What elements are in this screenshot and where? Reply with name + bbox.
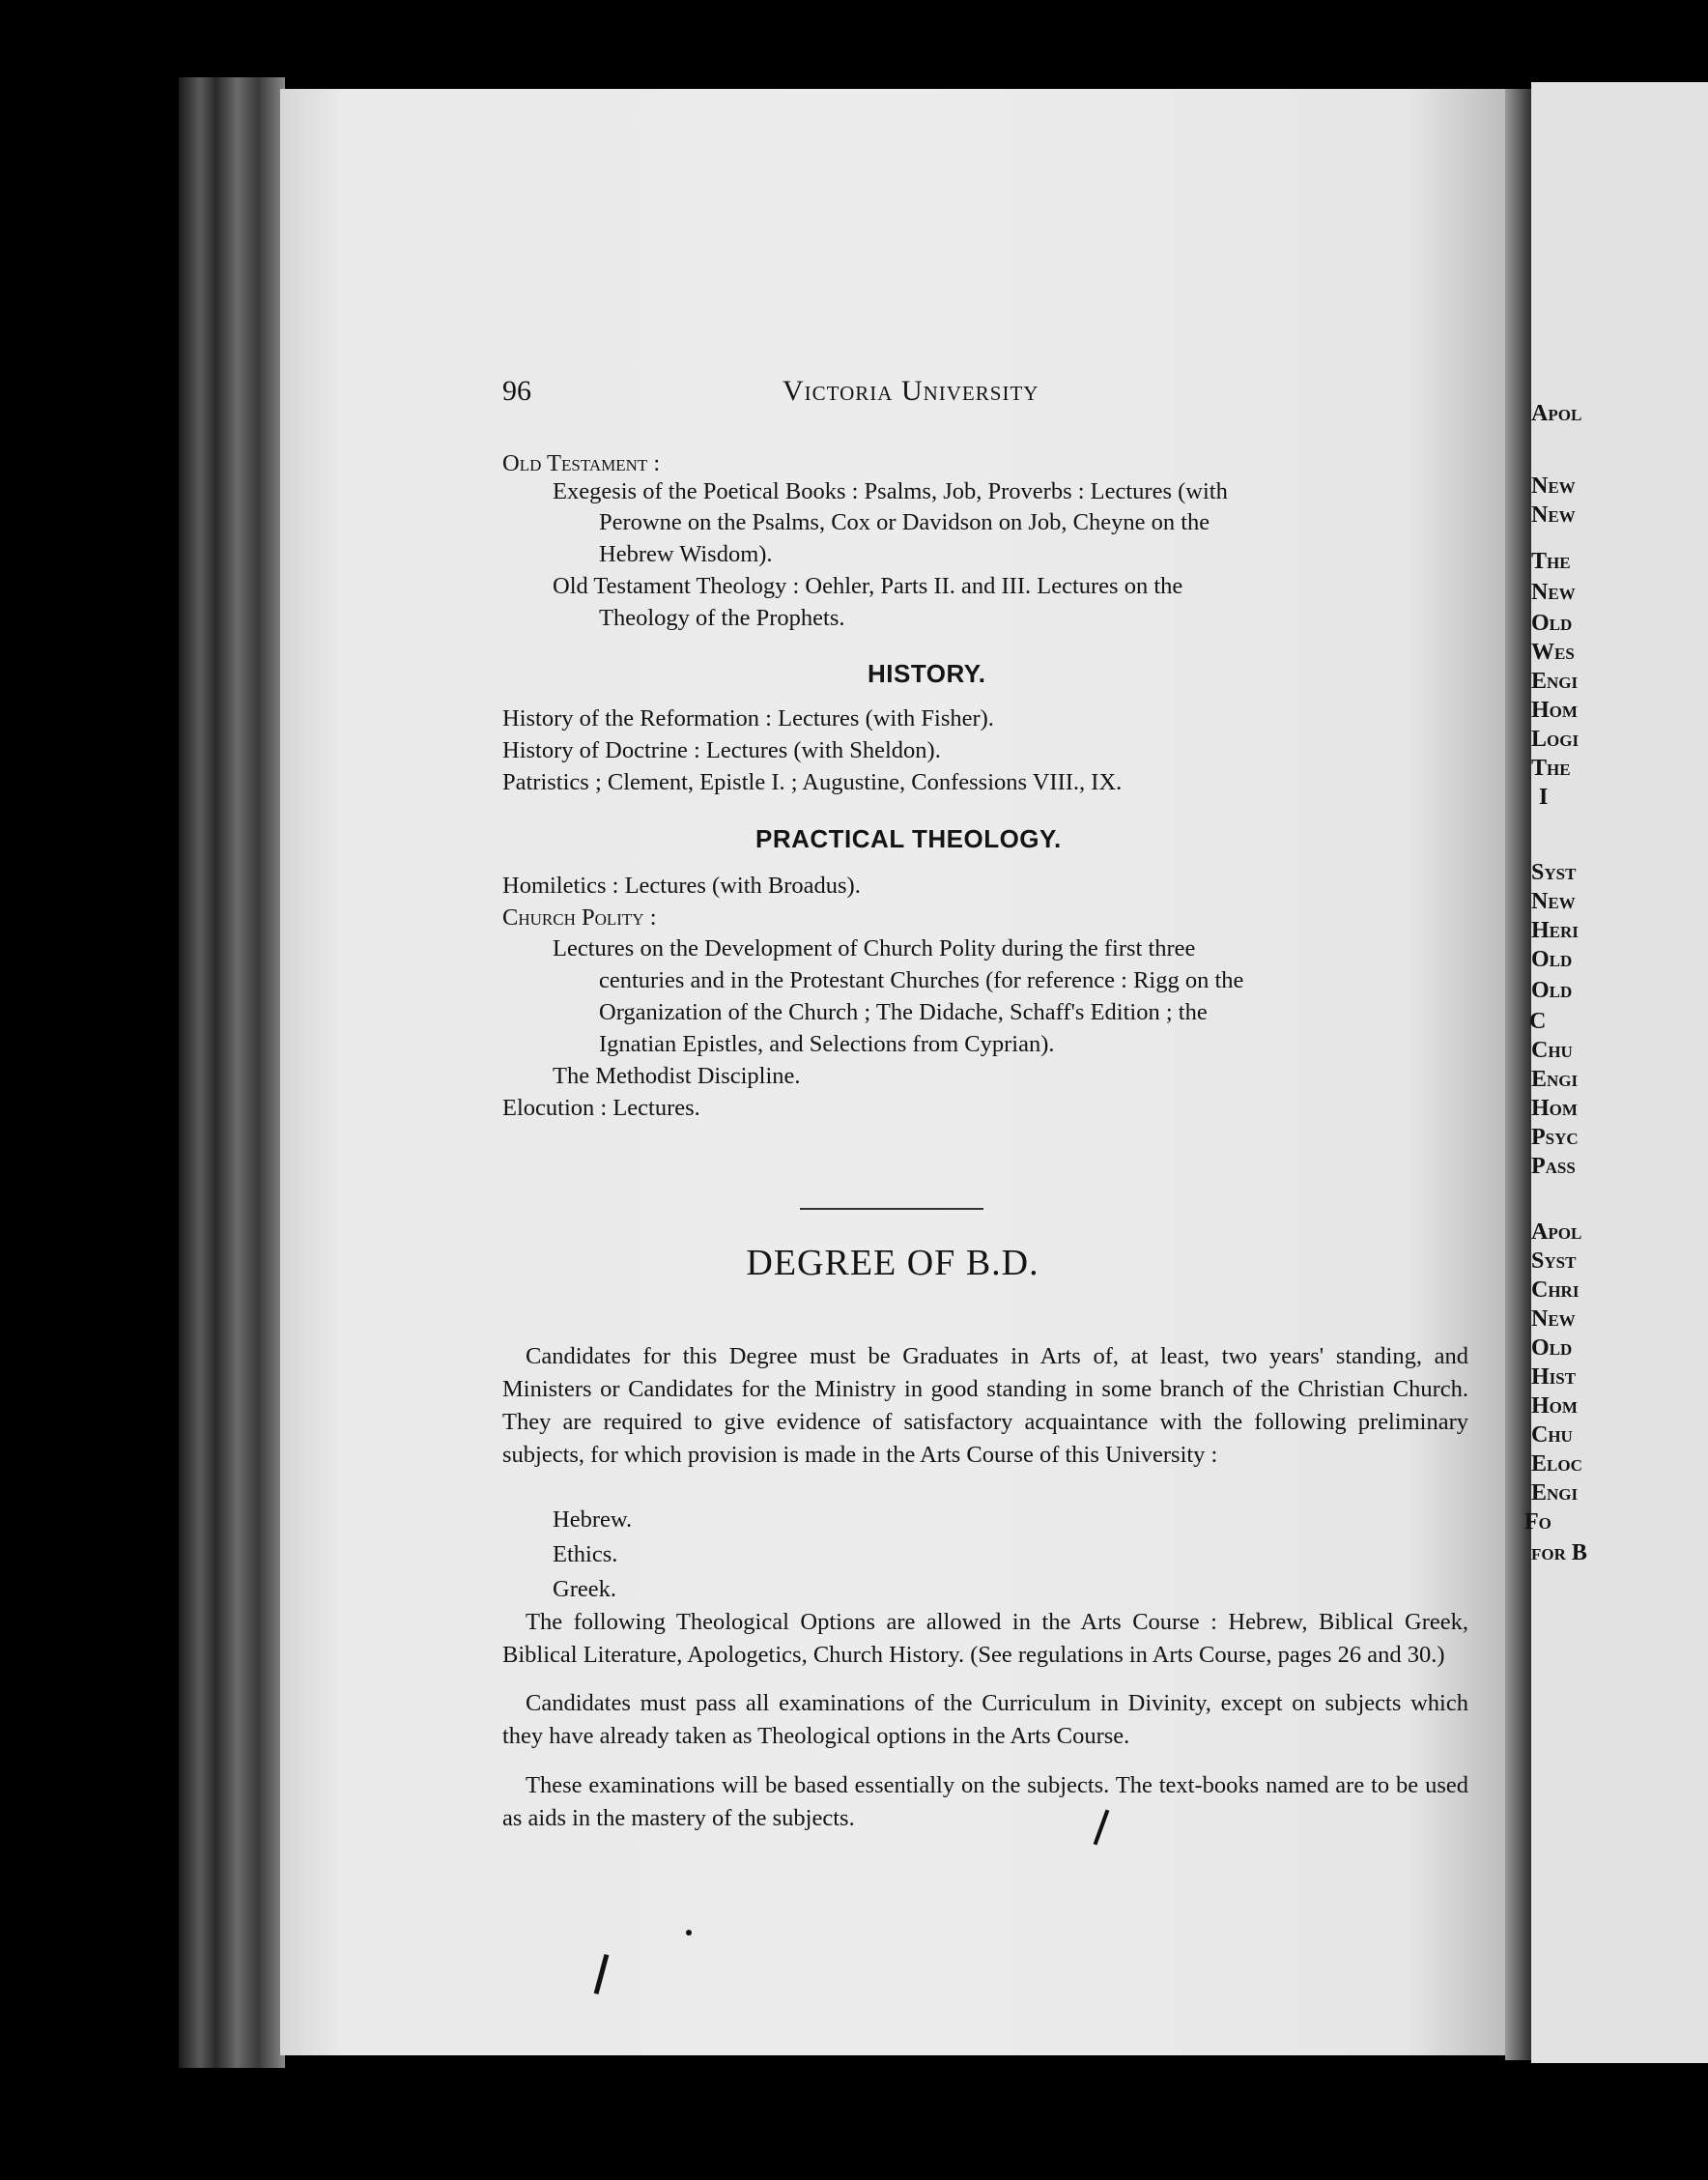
pencil-mark: [594, 1954, 610, 1994]
running-title: Victoria University: [783, 375, 1039, 407]
bd-intro-text: Candidates for this Degree must be Graduates in Arts of, at least, two years' standing, and Ministers or Candidates for the Ministry in good standing in some branch of the Christian Church. They are required to give evidence of satisfactory acquaintance with the following preliminary subjects, for which provision is made in the Arts Course of this University :: [502, 1343, 1468, 1468]
basis-text: These examinations will be based essentially on the subjects. The text-books named are to be used as aids in the mastery of the subjects.: [502, 1772, 1468, 1831]
facing-fragment: Wes: [1531, 640, 1575, 665]
document-page: [280, 89, 1505, 2055]
ot-theology-line: Old Testament Theology : Oehler, Parts II. and III. Lectures on the: [553, 573, 1183, 599]
facing-fragment: Pass: [1531, 1154, 1576, 1179]
ot-theology-line: Theology of the Prophets.: [599, 605, 845, 631]
facing-fragment: Chri: [1531, 1277, 1580, 1303]
bd-intro-paragraph: [502, 1340, 1468, 1472]
facing-fragment: New: [1531, 1306, 1576, 1332]
polity-line: Lectures on the Development of Church Polity during the first three: [553, 935, 1196, 961]
facing-fragment: Psyc: [1531, 1125, 1579, 1150]
ink-spot: [686, 1930, 692, 1936]
subject-item: Hebrew.: [553, 1506, 633, 1533]
facing-fragment: Old: [1531, 611, 1573, 636]
book-edge: [179, 77, 285, 2068]
polity-line: Organization of the Church ; The Didache, Schaff's Edition ; the: [599, 999, 1208, 1025]
basis-paragraph: [502, 1769, 1468, 1835]
facing-fragment: Old: [1531, 947, 1573, 972]
facing-fragment: Chu: [1531, 1038, 1573, 1063]
bd-degree-heading: DEGREE OF B.D.: [746, 1243, 1039, 1283]
polity-line: centuries and in the Protestant Churches (for reference : Rigg on the: [599, 967, 1244, 993]
facing-fragment: Fo: [1524, 1509, 1551, 1535]
exam-text: Candidates must pass all examinations of the Curriculum in Divinity, except on subjects which they have already taken as Theological options in the Arts Course.: [502, 1690, 1468, 1749]
facing-fragment: for B: [1531, 1540, 1587, 1565]
book-gutter: [1505, 89, 1534, 2060]
history-heading: HISTORY.: [868, 659, 986, 688]
homiletics-line: Homiletics : Lectures (with Broadus).: [502, 873, 861, 899]
exam-paragraph: [502, 1687, 1468, 1753]
facing-fragment: Heri: [1531, 918, 1579, 943]
facing-fragment: Eloc: [1531, 1451, 1582, 1477]
facing-fragment: Hom: [1531, 1096, 1578, 1121]
section-divider: [800, 1208, 983, 1210]
facing-fragment: Engi: [1531, 669, 1579, 694]
facing-fragment: I: [1539, 785, 1549, 810]
facing-fragment: New: [1531, 473, 1576, 499]
history-line: History of the Reformation : Lectures (with Fisher).: [502, 705, 994, 731]
facing-fragment: Engi: [1531, 1067, 1579, 1092]
facing-fragment: Syst: [1531, 860, 1577, 885]
facing-fragment: Apol: [1531, 401, 1582, 426]
facing-fragment: Apol: [1531, 1219, 1582, 1245]
elocution-line: Elocution : Lectures.: [502, 1095, 700, 1121]
history-line: Patristics ; Clement, Epistle I. ; Augustine, Confessions VIII., IX.: [502, 769, 1123, 795]
facing-fragment: The: [1531, 756, 1571, 781]
facing-fragment: Chu: [1531, 1422, 1573, 1448]
facing-fragment: Old: [1531, 978, 1573, 1003]
options-text: The following Theological Options are allowed in the Arts Course : Hebrew, Biblical Greek, Biblical Literature, Apologetics, Church History. (See regulations in Arts Course, pages 26 and 30.): [502, 1609, 1468, 1668]
facing-fragment: Hom: [1531, 1393, 1578, 1419]
subject-item: Ethics.: [553, 1541, 618, 1567]
discipline-line: The Methodist Discipline.: [553, 1063, 801, 1089]
preliminary-subjects-list: [553, 1503, 632, 1607]
page-number: 96: [502, 375, 531, 407]
options-paragraph: [502, 1606, 1468, 1672]
exegesis-line: Exegesis of the Poetical Books : Psalms, Job, Proverbs : Lectures (with: [553, 478, 1228, 504]
polity-line: Ignatian Epistles, and Selections from Cyprian).: [599, 1031, 1055, 1057]
facing-fragment: Old: [1531, 1335, 1573, 1361]
facing-fragment: Engi: [1531, 1480, 1579, 1506]
exegesis-line: Perowne on the Psalms, Cox or Davidson on Job, Cheyne on the: [599, 509, 1210, 535]
facing-fragment: The: [1531, 549, 1571, 574]
facing-fragment: Hist: [1531, 1364, 1577, 1390]
facing-fragment: C: [1529, 1009, 1547, 1034]
facing-fragment: New: [1531, 502, 1576, 528]
facing-fragment: New: [1531, 889, 1576, 914]
old-testament-label: Old Testament :: [502, 450, 661, 476]
church-polity-label: Church Polity :: [502, 904, 657, 931]
facing-fragment: Hom: [1531, 698, 1578, 723]
facing-fragment: Syst: [1531, 1248, 1577, 1274]
facing-fragment: New: [1531, 580, 1576, 605]
facing-fragment: Logi: [1531, 727, 1580, 752]
facing-page: [1524, 82, 1708, 2063]
practical-theology-heading: PRACTICAL THEOLOGY.: [755, 824, 1062, 853]
history-line: History of Doctrine : Lectures (with Sheldon).: [502, 737, 941, 763]
exegesis-line: Hebrew Wisdom).: [599, 541, 773, 567]
subject-item: Greek.: [553, 1576, 616, 1602]
